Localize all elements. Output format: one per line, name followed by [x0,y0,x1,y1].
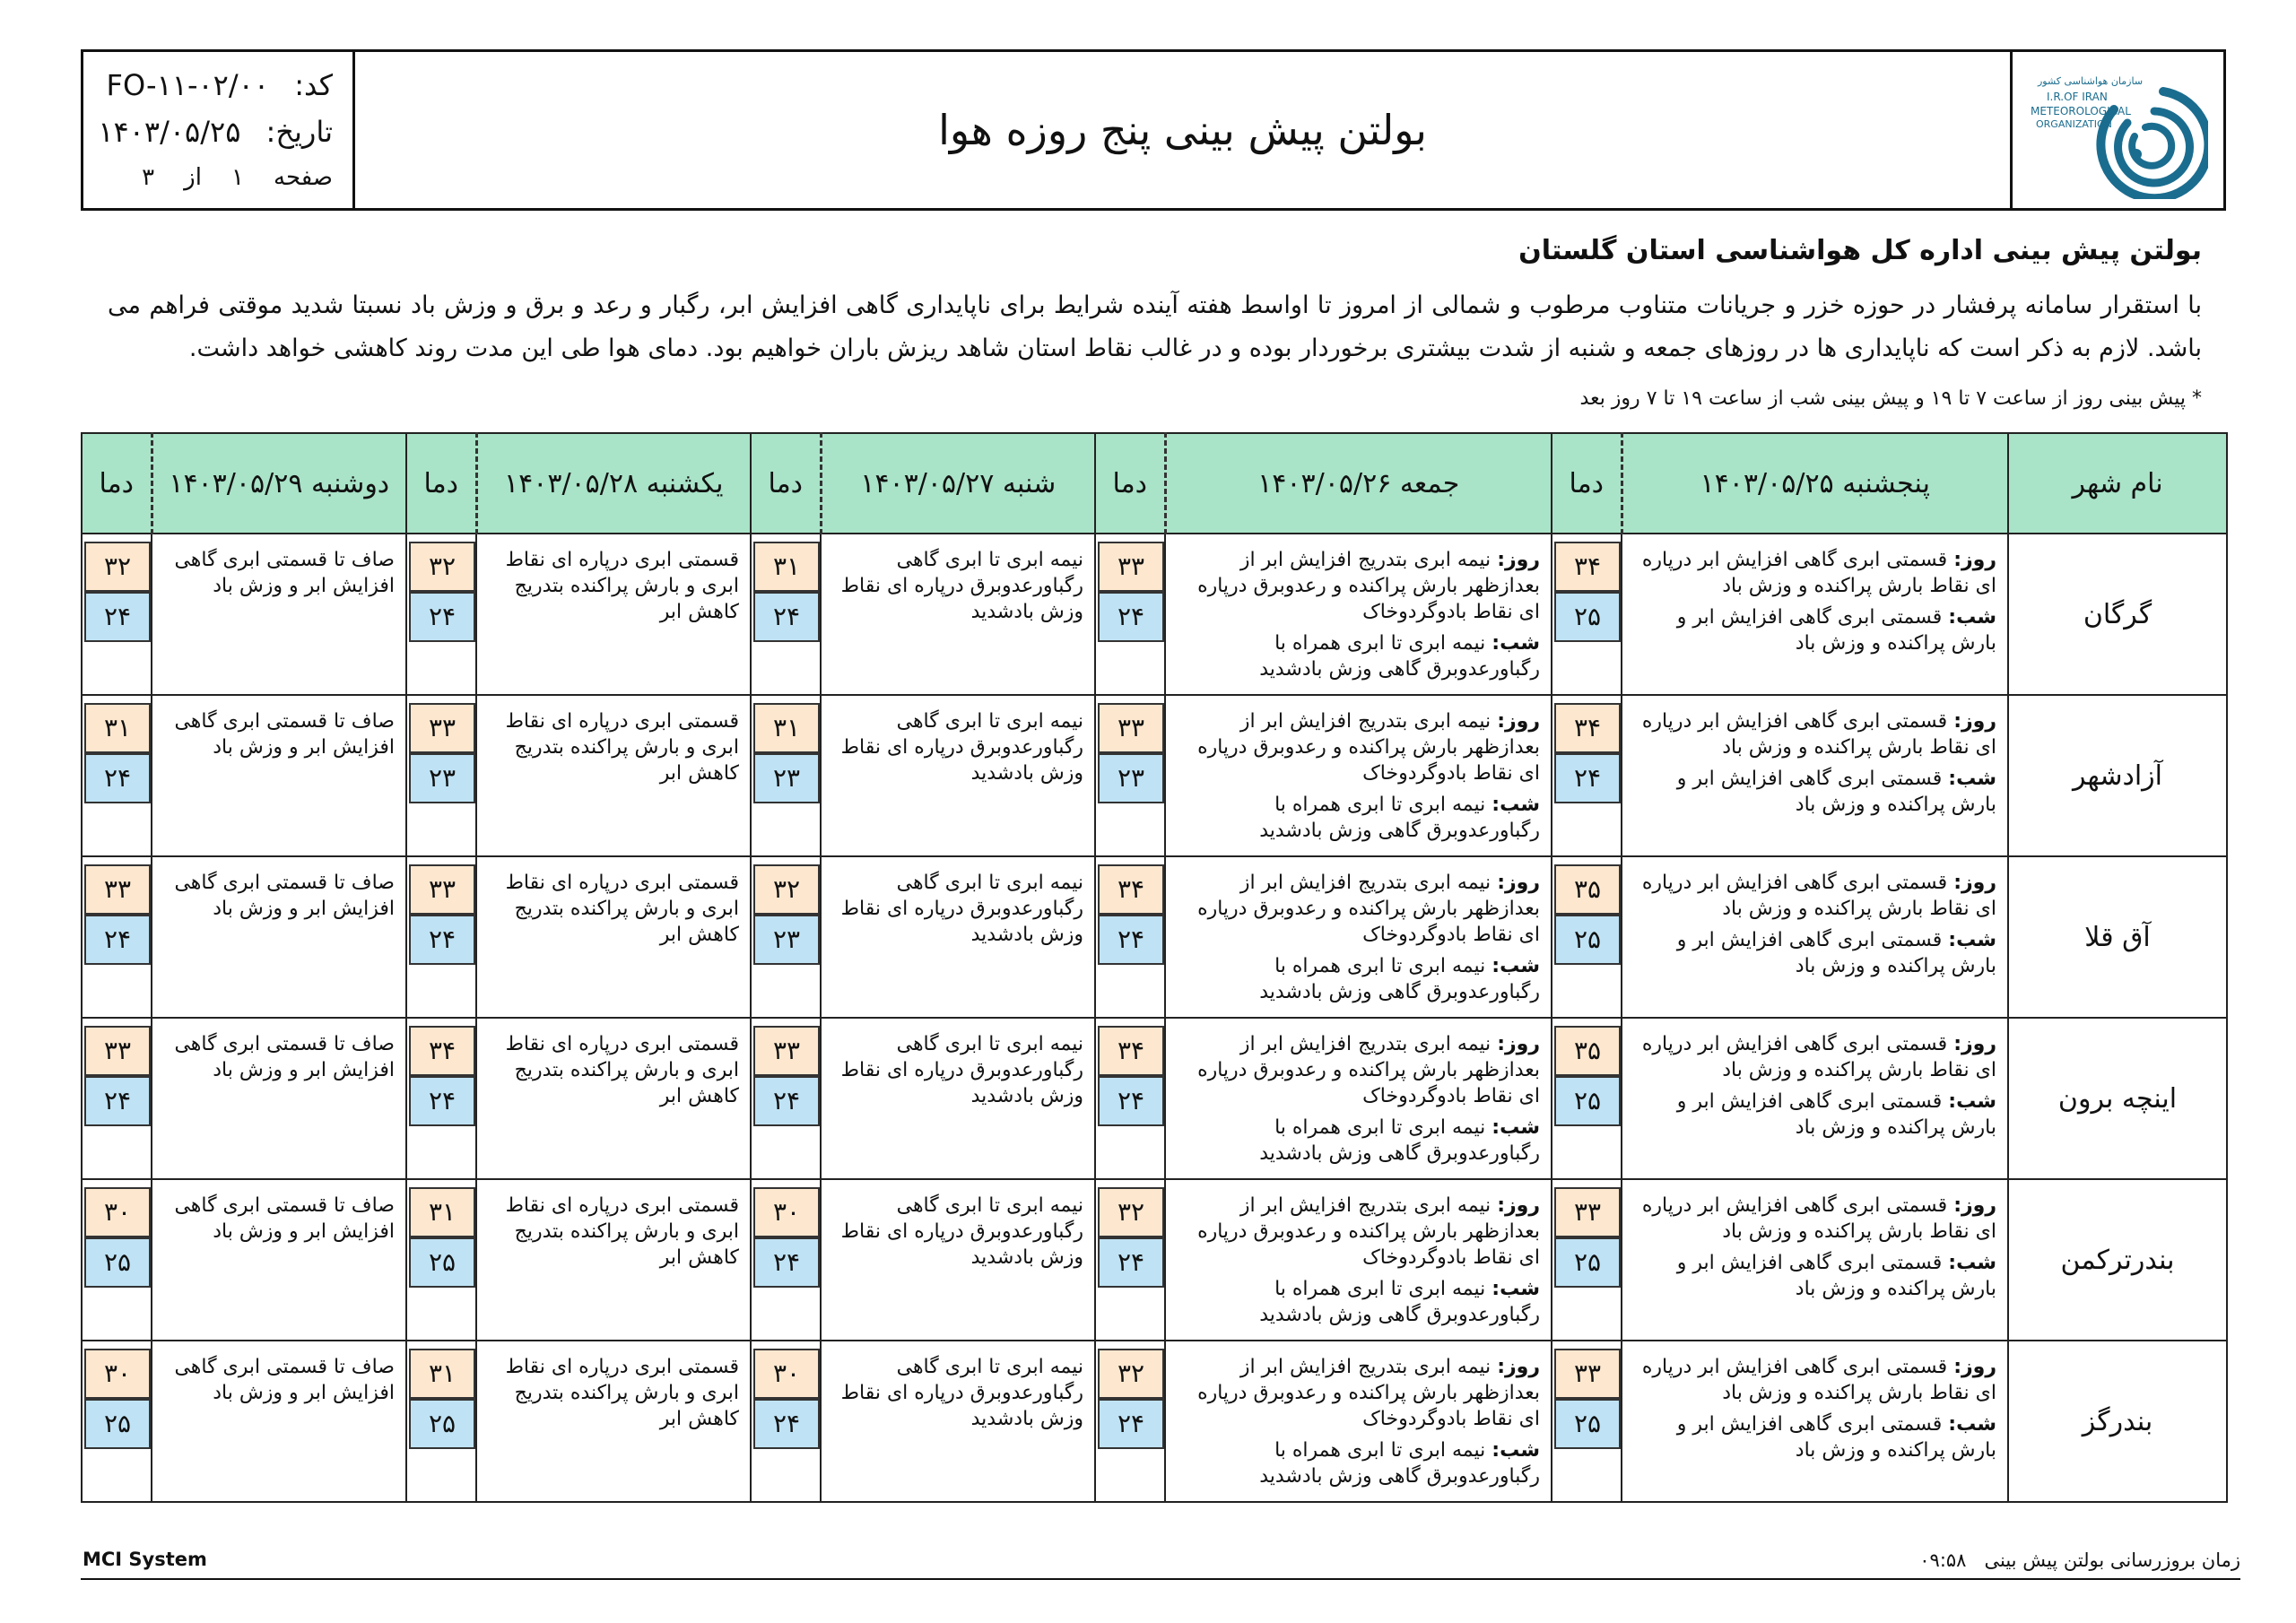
night-text: قسمتی ابری گاهی افزایش ابر و بارش پراکنده و وزش باد [1676,606,1996,655]
condition-text: صاف تا قسمتی ابری گاهی افزایش ابر و وزش باد [174,710,395,759]
city-name: گرگان [2008,534,2227,695]
max-temp: ۳۰ [84,1187,151,1237]
condition-cell-day-3 [821,695,1095,856]
temp-cell-day-5 [82,1341,152,1502]
max-temp: ۳۳ [409,703,475,753]
min-temp: ۲۴ [1098,592,1164,642]
night-label: شب: [1948,1413,1996,1436]
condition-cell-day-2 [1165,534,1552,695]
night-text: نیمه ابری تا ابری همراه با رگباورعدوبرق گاهی وزش بادشدید [1259,1278,1540,1326]
temp-cell-day-3 [751,1179,821,1341]
day-text: نیمه ابری بتدریج افزایش ابر از بعدازظهر بارش پراکنده و رعدوبرق درپاره ای نقاط بادوگردوخاک [1197,1194,1540,1269]
day-label: روز: [1953,710,1996,733]
table-row [82,1018,2227,1179]
update-time-line [1919,1549,2240,1571]
night-forecast [1630,766,1996,818]
condition-text: نیمه ابری تا ابری گاهی رگباورعدوبرق درپاره ای نقاط وزش بادشدید [840,549,1083,623]
min-temp: ۲۴ [1554,753,1621,803]
logo-text-fa: سازمان هواشناسی کشور [2038,75,2144,87]
temp-cell-day-3 [751,856,821,1018]
temp-cell-day-4 [406,856,476,1018]
condition-cell-day-1 [1622,1018,2008,1179]
update-label: زمان بروزرسانی بولتن پیش بینی [1984,1549,2240,1571]
night-text: قسمتی ابری گاهی افزایش ابر و بارش پراکنده و وزش باد [1676,768,1996,816]
temp-cell-day-1 [1552,856,1622,1018]
condition-cell-day-2 [1165,1341,1552,1502]
condition-cell-day-5 [152,695,406,856]
night-text: نیمه ابری تا ابری همراه با رگباورعدوبرق گاهی وزش بادشدید [1259,1116,1540,1165]
max-temp: ۳۵ [1554,1026,1621,1076]
condition-cell-day-3 [821,534,1095,695]
temp-cell-day-5 [82,1179,152,1341]
temp-cell-day-3 [751,695,821,856]
condition-cell-day-5 [152,1341,406,1502]
min-temp: ۲۴ [1098,1237,1164,1288]
condition-text: نیمه ابری تا ابری گاهی رگباورعدوبرق درپاره ای نقاط وزش بادشدید [840,1194,1083,1269]
min-temp: ۲۴ [753,1399,820,1449]
condition-cell-day-4 [476,856,751,1018]
night-text: قسمتی ابری گاهی افزایش ابر و بارش پراکنده و وزش باد [1676,929,1996,977]
temp-cell-day-1 [1552,534,1622,695]
min-temp: ۲۴ [84,592,151,642]
day-text: نیمه ابری بتدریج افزایش ابر از بعدازظهر بارش پراکنده و رعدوبرق درپاره ای نقاط بادوگردوخاک [1197,549,1540,623]
day-forecast [1173,1354,1540,1432]
condition-text: قسمتی ابری درپاره ای نقاط ابری و بارش پراکنده بتدریج کاهش ابر [505,872,739,946]
max-temp: ۳۲ [1098,1349,1164,1399]
min-temp: ۲۴ [1098,1076,1164,1126]
meteorological-organization-logo [2029,65,2208,199]
intro-section [108,235,2202,370]
max-temp: ۳۱ [409,1349,475,1399]
day-forecast [1630,708,1996,760]
max-temp: ۳۰ [84,1349,151,1399]
city-name: آق قلا [2008,856,2227,1018]
max-temp: ۳۴ [1554,542,1621,592]
day-text: نیمه ابری بتدریج افزایش ابر از بعدازظهر بارش پراکنده و رعدوبرق درپاره ای نقاط بادوگردوخاک [1197,1033,1540,1107]
night-text: نیمه ابری تا ابری همراه با رگباورعدوبرق گاهی وزش بادشدید [1259,955,1540,1003]
min-temp: ۲۵ [1554,1076,1621,1126]
max-temp: ۳۲ [753,864,820,915]
night-text: نیمه ابری تا ابری همراه با رگباورعدوبرق گاهی وزش بادشدید [1259,1439,1540,1488]
min-temp: ۲۳ [409,753,475,803]
max-temp: ۳۳ [409,864,475,915]
min-temp: ۲۴ [409,915,475,965]
day-forecast [1630,1354,1996,1406]
min-temp: ۲۵ [84,1399,151,1449]
day-text: نیمه ابری بتدریج افزایش ابر از بعدازظهر بارش پراکنده و رعدوبرق درپاره ای نقاط بادوگردوخاک [1197,710,1540,785]
page-of: از [184,164,202,191]
temp-cell-day-2 [1095,856,1165,1018]
update-time: ۰۹:۵۸ [1919,1549,1967,1571]
page-number: ۱ [231,164,244,191]
condition-cell-day-1 [1622,695,2008,856]
night-forecast [1173,1437,1540,1489]
night-forecast [1173,630,1540,682]
day-label: روز: [1497,1033,1540,1055]
min-temp: ۲۴ [753,1237,820,1288]
header-day-1: پنجشنبه ۱۴۰۳/۰۵/۲۵ [1622,433,2008,534]
condition-cell-day-3 [821,1179,1095,1341]
min-temp: ۲۵ [409,1399,475,1449]
min-temp: ۲۵ [1554,1237,1621,1288]
city-name: آزادشهر [2008,695,2227,856]
code-line [107,68,333,102]
condition-cell-day-4 [476,1341,751,1502]
page-total: ۳ [142,164,155,191]
condition-cell-day-5 [152,856,406,1018]
condition-cell-day-5 [152,1179,406,1341]
table-row [82,534,2227,695]
day-forecast [1173,1031,1540,1109]
document-header [81,49,2226,211]
night-text: قسمتی ابری گاهی افزایش ابر و بارش پراکنده و وزش باد [1676,1252,1996,1300]
temp-cell-day-4 [406,695,476,856]
day-text: نیمه ابری بتدریج افزایش ابر از بعدازظهر بارش پراکنده و رعدوبرق درپاره ای نقاط بادوگردوخاک [1197,1356,1540,1430]
night-forecast [1173,792,1540,844]
max-temp: ۳۳ [84,1026,151,1076]
condition-text: صاف تا قسمتی ابری گاهی افزایش ابر و وزش باد [174,1194,395,1243]
night-label: شب: [1492,1278,1540,1300]
day-text: قسمتی ابری گاهی افزایش ابر درپاره ای نقاط بارش پراکنده و وزش باد [1641,710,1996,759]
table-header-row [82,433,2227,534]
min-temp: ۲۵ [1554,1399,1621,1449]
night-label: شب: [1948,606,1996,629]
night-text: نیمه ابری تا ابری همراه با رگباورعدوبرق گاهی وزش بادشدید [1259,794,1540,842]
city-name: بندرگز [2008,1341,2227,1502]
max-temp: ۳۳ [1554,1349,1621,1399]
table-body [82,534,2227,1502]
min-temp: ۲۳ [1098,753,1164,803]
code-value: FO-۱۱-۰۲/۰۰ [106,68,270,102]
max-temp: ۳۲ [84,542,151,592]
max-temp: ۳۱ [753,703,820,753]
day-label: روز: [1953,549,1996,571]
night-label: شب: [1492,955,1540,977]
day-text: قسمتی ابری گاهی افزایش ابر درپاره ای نقاط بارش پراکنده و وزش باد [1641,1033,1996,1081]
max-temp: ۳۱ [84,703,151,753]
temp-cell-day-1 [1552,1179,1622,1341]
night-label: شب: [1948,1252,1996,1274]
day-forecast [1630,1031,1996,1083]
day-text: قسمتی ابری گاهی افزایش ابر درپاره ای نقاط بارش پراکنده و وزش باد [1641,1194,1996,1243]
min-temp: ۲۴ [84,1076,151,1126]
max-temp: ۳۲ [1098,1187,1164,1237]
condition-cell-day-1 [1622,1341,2008,1502]
max-temp: ۳۴ [409,1026,475,1076]
temp-cell-day-5 [82,695,152,856]
day-label: روز: [1953,1194,1996,1217]
night-label: شب: [1492,1439,1540,1462]
night-label: شب: [1492,632,1540,655]
max-temp: ۳۱ [409,1187,475,1237]
condition-cell-day-5 [152,1018,406,1179]
logo-box [2010,52,2223,208]
max-temp: ۳۱ [753,542,820,592]
condition-text: نیمه ابری تا ابری گاهی رگباورعدوبرق درپاره ای نقاط وزش بادشدید [840,710,1083,785]
day-forecast [1173,708,1540,786]
table-row [82,695,2227,856]
header-day-2: جمعه ۱۴۰۳/۰۵/۲۶ [1165,433,1552,534]
day-label: روز: [1497,1194,1540,1217]
night-forecast [1630,927,1996,979]
header-temp-3: دما [751,433,821,534]
max-temp: ۳۴ [1554,703,1621,753]
condition-cell-day-4 [476,534,751,695]
day-text: نیمه ابری بتدریج افزایش ابر از بعدازظهر بارش پراکنده و رعدوبرق درپاره ای نقاط بادوگردوخاک [1197,872,1540,946]
title-box [355,52,2010,208]
night-label: شب: [1948,1090,1996,1113]
condition-text: قسمتی ابری درپاره ای نقاط ابری و بارش پراکنده بتدریج کاهش ابر [505,549,739,623]
temp-cell-day-2 [1095,1341,1165,1502]
temp-cell-day-4 [406,534,476,695]
day-text: قسمتی ابری گاهی افزایش ابر درپاره ای نقاط بارش پراکنده و وزش باد [1641,872,1996,920]
condition-text: نیمه ابری تا ابری گاهی رگباورعدوبرق درپاره ای نقاط وزش بادشدید [840,872,1083,946]
min-temp: ۲۴ [409,592,475,642]
max-temp: ۳۴ [1098,1026,1164,1076]
condition-text: نیمه ابری تا ابری گاهی رگباورعدوبرق درپاره ای نقاط وزش بادشدید [840,1356,1083,1430]
night-label: شب: [1492,794,1540,816]
forecast-table [81,432,2228,1503]
temp-cell-day-1 [1552,695,1622,856]
temp-cell-day-1 [1552,1341,1622,1502]
temp-cell-day-3 [751,1018,821,1179]
day-forecast [1630,870,1996,922]
max-temp: ۳۵ [1554,864,1621,915]
condition-cell-day-1 [1622,856,2008,1018]
document-meta [83,52,355,208]
city-name: بندرترکمن [2008,1179,2227,1341]
min-temp: ۲۳ [753,915,820,965]
min-temp: ۲۴ [753,592,820,642]
temp-cell-day-2 [1095,534,1165,695]
day-forecast [1173,1193,1540,1271]
night-forecast [1630,1411,1996,1463]
header-temp-1: دما [1552,433,1622,534]
logo-text-organization: ORGANIZATION [2036,118,2112,130]
condition-text: قسمتی ابری درپاره ای نقاط ابری و بارش پراکنده بتدریج کاهش ابر [505,710,739,785]
table-row [82,856,2227,1018]
intro-body: با استقرار سامانه پرفشار در حوزه خزر و جریانات متناوب مرطوب و شمالی از امروز تا اواسط هفته آینده شرایط برای ناپایداری گاهی افزایش ابر، رگبار و رعد و برق و وزش باد نسبتا شدید موقتی فراهم می باشد. لازم به ذکر است که ناپایداری ها در روزهای جمعه و شنبه از شدت بیشتری برخوردار بوده و در غالب نقاط استان شاهد ریزش باران خواهیم بود. دمای هوا طی این مدت روند کاهشی خواهد داشت. [108,291,2202,362]
header-city: نام شهر [2008,433,2227,534]
condition-cell-day-2 [1165,695,1552,856]
condition-cell-day-3 [821,1018,1095,1179]
temp-cell-day-4 [406,1179,476,1341]
temp-cell-day-5 [82,856,152,1018]
night-text: قسمتی ابری گاهی افزایش ابر و بارش پراکنده و وزش باد [1676,1090,1996,1139]
temp-cell-day-2 [1095,695,1165,856]
night-text: قسمتی ابری گاهی افزایش ابر و بارش پراکنده و وزش باد [1676,1413,1996,1462]
logo-text-country: I.R.OF IRAN [2047,91,2108,103]
footer-divider [81,1578,2240,1580]
condition-cell-day-3 [821,1341,1095,1502]
page-label: صفحه [274,164,333,191]
min-temp: ۲۵ [1554,592,1621,642]
max-temp: ۳۴ [1098,864,1164,915]
day-label: روز: [1497,1356,1540,1378]
condition-cell-day-2 [1165,1179,1552,1341]
header-temp-5: دما [82,433,152,534]
min-temp: ۲۴ [409,1076,475,1126]
min-temp: ۲۴ [1098,915,1164,965]
table-row [82,1341,2227,1502]
max-temp: ۳۳ [1098,542,1164,592]
page-title: بولتن پیش بینی پنج روزه هوا [938,106,1427,154]
condition-text: صاف تا قسمتی ابری گاهی افزایش ابر و وزش باد [174,872,395,920]
max-temp: ۳۰ [753,1187,820,1237]
condition-cell-day-1 [1622,534,2008,695]
condition-cell-day-5 [152,534,406,695]
max-temp: ۳۳ [84,864,151,915]
temp-cell-day-3 [751,1341,821,1502]
max-temp: ۳۳ [1098,703,1164,753]
max-temp: ۳۰ [753,1349,820,1399]
day-label: روز: [1497,549,1540,571]
night-label: شب: [1492,1116,1540,1139]
day-text: قسمتی ابری گاهی افزایش ابر درپاره ای نقاط بارش پراکنده و وزش باد [1641,549,1996,597]
condition-cell-day-4 [476,1018,751,1179]
night-forecast [1630,1250,1996,1302]
temp-cell-day-3 [751,534,821,695]
condition-cell-day-1 [1622,1179,2008,1341]
temp-cell-day-1 [1552,1018,1622,1179]
max-temp: ۳۲ [409,542,475,592]
city-name: اینچه برون [2008,1018,2227,1179]
day-forecast [1173,547,1540,625]
table-row [82,1179,2227,1341]
intro-title: بولتن پیش بینی اداره کل هواشناسی استان گلستان [1518,235,2202,266]
condition-text: قسمتی ابری درپاره ای نقاط ابری و بارش پراکنده بتدریج کاهش ابر [505,1194,739,1269]
condition-text: نیمه ابری تا ابری گاهی رگباورعدوبرق درپاره ای نقاط وزش بادشدید [840,1033,1083,1107]
condition-text: صاف تا قسمتی ابری گاهی افزایش ابر و وزش باد [174,1033,395,1081]
system-name: MCI System [83,1549,207,1570]
date-label: تاریخ: [265,115,333,149]
temp-cell-day-5 [82,534,152,695]
max-temp: ۳۳ [1554,1187,1621,1237]
night-forecast [1630,1089,1996,1141]
temp-cell-day-4 [406,1341,476,1502]
min-temp: ۲۴ [84,915,151,965]
night-forecast [1173,1115,1540,1167]
night-forecast [1173,953,1540,1005]
day-text: قسمتی ابری گاهی افزایش ابر درپاره ای نقاط بارش پراکنده و وزش باد [1641,1356,1996,1404]
day-label: روز: [1953,1356,1996,1378]
night-label: شب: [1948,768,1996,790]
night-forecast [1630,604,1996,656]
day-forecast [1630,1193,1996,1245]
header-temp-4: دما [406,433,476,534]
condition-cell-day-4 [476,695,751,856]
night-label: شب: [1948,929,1996,951]
min-temp: ۲۴ [1098,1399,1164,1449]
min-temp: ۲۵ [409,1237,475,1288]
condition-text: قسمتی ابری درپاره ای نقاط ابری و بارش پراکنده بتدریج کاهش ابر [505,1356,739,1430]
forecast-time-note: * پیش بینی روز از ساعت ۷ تا ۱۹ و پیش بینی شب از ساعت ۱۹ تا ۷ روز بعد [1579,387,2202,410]
night-forecast [1173,1276,1540,1328]
condition-cell-day-3 [821,856,1095,1018]
min-temp: ۲۳ [753,753,820,803]
day-forecast [1173,870,1540,948]
min-temp: ۲۴ [753,1076,820,1126]
header-day-5: دوشنبه ۱۴۰۳/۰۵/۲۹ [152,433,406,534]
min-temp: ۲۴ [84,753,151,803]
header-day-4: یکشنبه ۱۴۰۳/۰۵/۲۸ [476,433,751,534]
logo-text-meteorological: METEOROLOGICAL [2031,105,2131,117]
day-forecast [1630,547,1996,599]
header-day-3: شنبه ۱۴۰۳/۰۵/۲۷ [821,433,1095,534]
max-temp: ۳۳ [753,1026,820,1076]
day-label: روز: [1497,872,1540,894]
temp-cell-day-2 [1095,1018,1165,1179]
condition-text: قسمتی ابری درپاره ای نقاط ابری و بارش پراکنده بتدریج کاهش ابر [505,1033,739,1107]
date-line [98,115,333,149]
condition-text: صاف تا قسمتی ابری گاهی افزایش ابر و وزش باد [174,1356,395,1404]
date-value: ۱۴۰۳/۰۵/۲۵ [98,115,241,149]
temp-cell-day-4 [406,1018,476,1179]
min-temp: ۲۵ [1554,915,1621,965]
code-label: کد: [294,68,333,102]
day-label: روز: [1497,710,1540,733]
condition-cell-day-2 [1165,856,1552,1018]
condition-text: صاف تا قسمتی ابری گاهی افزایش ابر و وزش باد [174,549,395,597]
temp-cell-day-2 [1095,1179,1165,1341]
day-label: روز: [1953,1033,1996,1055]
header-temp-2: دما [1095,433,1165,534]
condition-cell-day-4 [476,1179,751,1341]
temp-cell-day-5 [82,1018,152,1179]
day-label: روز: [1953,872,1996,894]
min-temp: ۲۵ [84,1237,151,1288]
night-text: نیمه ابری تا ابری همراه با رگباورعدوبرق گاهی وزش بادشدید [1259,632,1540,681]
page-line [142,164,333,191]
condition-cell-day-2 [1165,1018,1552,1179]
